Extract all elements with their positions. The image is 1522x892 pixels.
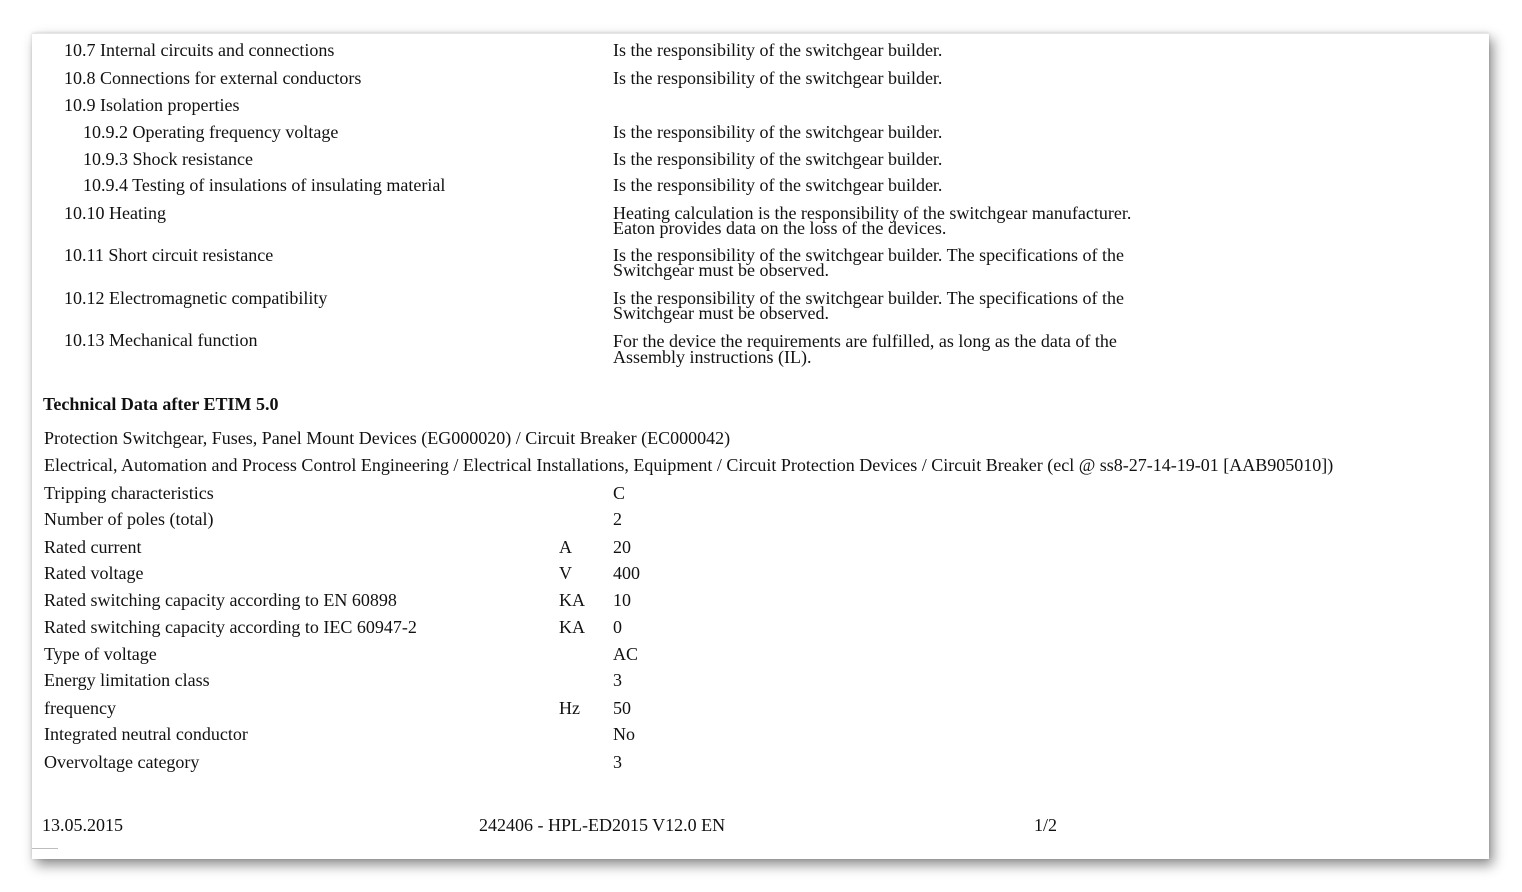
footer-divider [32,848,58,849]
property-unit: A [559,537,572,557]
verification-label: 10.10 Heating [64,203,166,223]
verification-label: 10.8 Connections for external conductors [64,68,362,88]
verification-value [613,288,1125,323]
verification-label: 10.7 Internal circuits and connections [64,40,335,60]
value-line: Is the responsibility of the switchgear builder. The specifications of the [613,245,1125,265]
property-unit: KA [559,617,585,637]
property-name: Number of poles (total) [44,509,214,529]
property-name: Energy limitation class [44,670,210,690]
footer-page-number: 1/2 [1034,815,1058,835]
document-page [32,33,1489,859]
property-value: AC [613,644,639,664]
value-line: Is the responsibility of the switchgear builder. The specifications of the [613,288,1125,308]
value-line: Switchgear must be observed. [613,303,829,323]
verification-label: 10.9.4 Testing of insulations of insulating material [83,175,446,195]
property-value: 400 [613,563,640,583]
footer-date: 13.05.2015 [42,815,123,835]
verification-label: 10.9.3 Shock resistance [83,149,253,169]
property-name: Overvoltage category [44,752,200,772]
property-name: Type of voltage [44,644,157,664]
property-value: 50 [613,698,631,718]
value-line: Heating calculation is the responsibility of the switchgear manufacturer. [613,203,1132,223]
property-name: Tripping characteristics [44,483,214,503]
verification-value [613,245,1125,280]
property-value: 10 [613,590,631,610]
property-value: C [613,483,626,503]
property-name: Rated switching capacity according to IEC 60947-2 [44,617,417,637]
footer-document-id: 242406 - HPL-ED2015 V12.0 EN [479,815,726,835]
property-name: Integrated neutral conductor [44,724,248,744]
verification-label: 10.9 Isolation properties [64,95,240,115]
property-name: Rated current [44,537,142,557]
property-unit: KA [559,590,585,610]
verification-value [613,333,1117,365]
value-line: Eaton provides data on the loss of the devices. [613,218,947,238]
property-value: 0 [613,617,622,637]
value-line: For the device the requirements are fulfilled, as long as the data of the [613,331,1117,351]
property-name: frequency [44,698,116,718]
property-value: 20 [613,537,631,557]
value-line: Switchgear must be observed. [613,260,829,280]
verification-value [613,203,1132,238]
verification-label: 10.13 Mechanical function [64,330,258,350]
value-line: Assembly instructions (IL). [613,347,812,367]
property-value: 2 [613,509,622,529]
property-value: 3 [613,752,622,772]
verification-value: Is the responsibility of the switchgear builder. [613,149,943,169]
classification-line: Protection Switchgear, Fuses, Panel Mount Devices (EG000020) / Circuit Breaker (EC000042) [44,428,731,448]
verification-label: 10.12 Electromagnetic compatibility [64,288,328,308]
verification-value: Is the responsibility of the switchgear builder. [613,68,943,88]
classification-line: Electrical, Automation and Process Control Engineering / Electrical Installations, Equipment / Circuit Protection Devices / Circuit Breaker (ecl @ ss8-27-14-19-01 [AAB905010]) [44,455,1334,475]
property-name: Rated voltage [44,563,144,583]
property-unit: V [559,563,572,583]
verification-value: Is the responsibility of the switchgear builder. [613,122,943,142]
property-value: No [613,724,635,744]
verification-value: Is the responsibility of the switchgear builder. [613,175,943,195]
verification-value: Is the responsibility of the switchgear builder. [613,40,943,60]
property-value: 3 [613,670,622,690]
section-heading: Technical Data after ETIM 5.0 [43,394,279,414]
property-unit: Hz [559,698,580,718]
property-name: Rated switching capacity according to EN 60898 [44,590,397,610]
verification-label: 10.9.2 Operating frequency voltage [83,122,339,142]
verification-label: 10.11 Short circuit resistance [64,245,274,265]
